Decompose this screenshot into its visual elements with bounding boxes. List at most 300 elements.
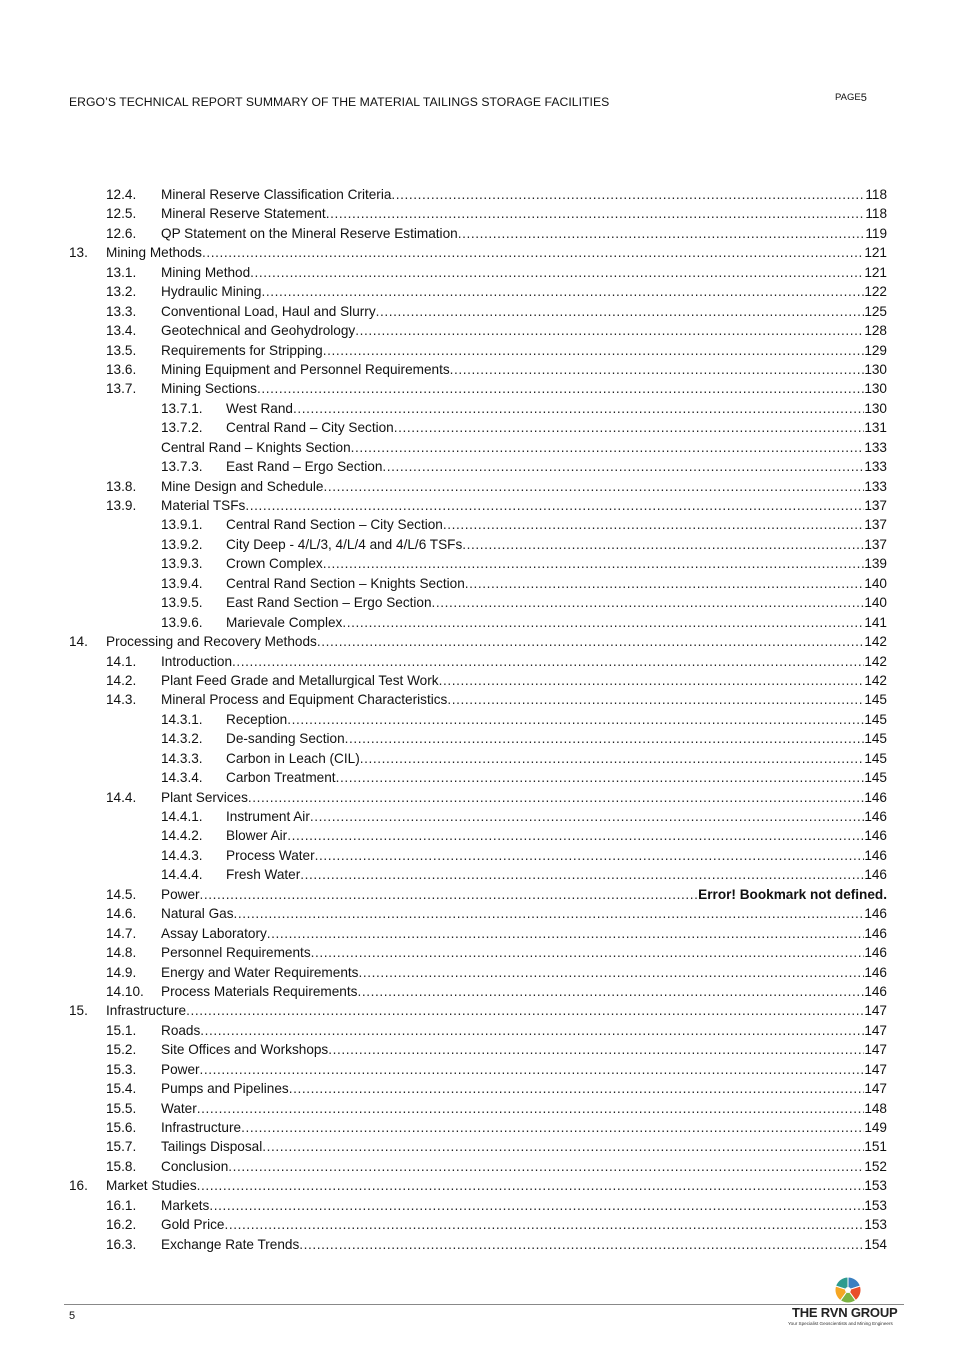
toc-entry-title: QP Statement on the Mineral Reserve Estimation (161, 225, 458, 241)
toc-leader-dots (241, 1118, 864, 1137)
toc-entry[interactable] (0, 1157, 965, 1176)
toc-leader-dots (458, 224, 866, 243)
toc-leader-dots (186, 1001, 864, 1020)
toc-entry-title: Water (161, 1100, 197, 1116)
toc-entry-page: 145 (864, 692, 887, 708)
toc-entry-line (161, 671, 887, 690)
toc-entry-title: Introduction (161, 653, 233, 669)
header-page-number: 5 (860, 92, 867, 104)
toc-entry-page: 130 (864, 400, 887, 416)
toc-entry-title: Instrument Air (226, 809, 310, 824)
toc-entry[interactable] (0, 1196, 965, 1215)
toc-entry-title: Mining Equipment and Personnel Requirements (161, 361, 450, 377)
toc-entry-number: 16.2. (106, 1217, 137, 1233)
toc-entry-number: 15.3. (106, 1061, 137, 1077)
toc-leader-dots (357, 982, 864, 1001)
toc-entry-line (106, 1176, 887, 1195)
toc-entry[interactable] (0, 729, 965, 748)
toc-entry-number: 14.4.2. (161, 828, 203, 844)
toc-entry-page: 147 (864, 1061, 887, 1077)
toc-entry-line (161, 1137, 887, 1156)
toc-entry-line (161, 302, 887, 321)
toc-entry-page: 146 (864, 867, 887, 883)
toc-entry-page: 147 (864, 1042, 887, 1058)
toc-entry-page: 146 (864, 945, 887, 961)
toc-entry-number: 14.4.3. (161, 847, 203, 863)
toc-entry-title: Natural Gas (161, 906, 234, 922)
toc-entry-number: 13.9.1. (161, 517, 203, 533)
toc-entry[interactable] (0, 963, 965, 982)
toc-entry-line (226, 865, 887, 884)
toc-entry[interactable] (0, 1215, 965, 1234)
toc-entry-title: Energy and Water Requirements (161, 964, 359, 980)
toc-leader-dots (342, 613, 864, 632)
toc-entry-page: 133 (864, 439, 887, 455)
toc-entry-line (161, 904, 887, 923)
toc-leader-dots (202, 243, 864, 262)
toc-entry-page: 146 (864, 847, 887, 863)
toc-entry-page: 145 (864, 731, 887, 747)
toc-entry-line (226, 457, 887, 476)
toc-entry-line (226, 399, 887, 418)
toc-entry-title: Pumps and Pipelines (161, 1081, 289, 1097)
toc-entry[interactable] (0, 185, 965, 204)
toc-entry[interactable] (0, 846, 965, 865)
toc-leader-dots (200, 885, 699, 904)
toc-entry-title: West Rand (226, 400, 293, 416)
toc-entry-line (161, 1118, 887, 1137)
toc-entry-page: 131 (864, 420, 887, 436)
logo-tagline: Your Specialist Geoscientists and Mining Engineers (788, 1321, 893, 1326)
toc-entry[interactable] (0, 341, 965, 360)
toc-entry[interactable] (0, 554, 965, 573)
toc-entry-page: 146 (864, 925, 887, 941)
toc-entry-title: Plant Feed Grade and Metallurgical Test Work (161, 672, 439, 688)
toc-entry-number: 16.1. (106, 1197, 137, 1213)
toc-entry[interactable] (0, 1176, 965, 1195)
toc-leader-dots (245, 496, 864, 515)
toc-entry-title: Blower Air (226, 828, 288, 844)
toc-entry-page: 119 (865, 225, 887, 241)
toc-entry-line (161, 1021, 887, 1040)
toc-entry-number: 13.9.5. (161, 595, 203, 611)
toc-entry-number: 14.3.1. (161, 711, 203, 727)
toc-entry-title: De-sanding Section (226, 731, 345, 747)
toc-entry-page: 153 (864, 1178, 887, 1194)
toc-leader-dots (358, 963, 864, 982)
toc-entry-line (226, 807, 887, 826)
toc-entry[interactable] (0, 1040, 965, 1059)
toc-entry-number: 13.3. (106, 303, 137, 319)
toc-entry[interactable] (0, 360, 965, 379)
toc-entry-line (161, 1079, 887, 1098)
toc-entry-line (161, 438, 887, 457)
toc-entry-page: 146 (864, 906, 887, 922)
header-page-label: PAGE (835, 92, 861, 103)
toc-entry-number: 16.3. (106, 1236, 137, 1252)
logo-text: THE RVN GROUP (792, 1305, 898, 1320)
toc-entry-line (161, 360, 887, 379)
toc-entry-line (161, 652, 887, 671)
toc-entry-line (161, 379, 887, 398)
report-title: ERGO’S TECHNICAL REPORT SUMMARY OF THE MATERIAL TAILINGS STORAGE FACILITIES (69, 95, 610, 109)
toc-entry[interactable] (0, 613, 965, 632)
toc-entry[interactable] (0, 438, 965, 457)
toc-entry-line (161, 924, 887, 943)
toc-leader-dots (197, 1176, 865, 1195)
toc-entry-title: Processing and Recovery Methods (106, 634, 317, 650)
toc-leader-dots (261, 282, 864, 301)
toc-entry-title: Crown Complex (226, 556, 323, 572)
toc-entry-title: Roads (161, 1022, 201, 1038)
toc-entry[interactable] (0, 224, 965, 243)
toc-entry[interactable] (0, 865, 965, 884)
toc-entry-number: 13.9.2. (161, 536, 203, 552)
toc-entry-title: Material TSFs (161, 498, 246, 513)
toc-entry-number: 14.3.3. (161, 750, 203, 766)
toc-leader-dots (447, 690, 864, 709)
toc-entry[interactable] (0, 243, 965, 262)
toc-leader-dots (262, 1137, 864, 1156)
toc-entry-page: 133 (864, 459, 887, 475)
toc-leader-dots (293, 399, 864, 418)
toc-entry-line (226, 593, 887, 612)
toc-entry[interactable] (0, 1235, 965, 1254)
toc-leader-dots (311, 943, 865, 962)
toc-entry-title: Infrastructure (161, 1120, 242, 1135)
toc-entry-title: Fresh Water (226, 867, 301, 883)
toc-entry[interactable] (0, 399, 965, 418)
toc-entry[interactable] (0, 904, 965, 923)
toc-entry[interactable] (0, 826, 965, 845)
toc-entry-number: 13.6. (106, 361, 137, 377)
toc-leader-dots (432, 593, 865, 612)
toc-leader-dots (232, 652, 864, 671)
toc-leader-dots (360, 749, 865, 768)
toc-entry-line (161, 477, 887, 496)
toc-entry-number: 15.8. (106, 1158, 137, 1174)
toc-leader-dots (315, 846, 865, 865)
toc-entry-number: 13.7.3. (161, 459, 203, 475)
toc-leader-dots (228, 1157, 864, 1176)
toc-leader-dots (394, 418, 865, 437)
toc-entry[interactable] (0, 418, 965, 437)
toc-entry-number: 15.4. (106, 1081, 137, 1097)
toc-entry-number: 13.4. (106, 323, 137, 339)
toc-entry-number: 14.3. (106, 692, 137, 708)
toc-entry-page: 122 (864, 284, 887, 300)
toc-entry-line (106, 632, 887, 651)
toc-entry-title: Carbon Treatment (226, 770, 336, 786)
toc-entry-number: 14.4. (106, 789, 137, 805)
toc-entry-line (161, 224, 887, 243)
toc-entry[interactable] (0, 379, 965, 398)
footer-page-number: 5 (69, 1310, 76, 1322)
toc-entry-page: 121 (864, 245, 887, 261)
toc-entry-page: 130 (864, 361, 887, 377)
toc-entry[interactable] (0, 477, 965, 496)
toc-entry[interactable] (0, 1060, 965, 1079)
toc-leader-dots (250, 263, 864, 282)
toc-entry-page: 141 (864, 614, 887, 630)
toc-entry-page: Error! Bookmark not defined. (698, 886, 887, 902)
toc-entry-number: 14.3.4. (161, 770, 203, 786)
toc-entry-page: 142 (864, 653, 887, 669)
toc-entry-line (161, 282, 887, 301)
toc-leader-dots (450, 360, 865, 379)
toc-entry[interactable] (0, 749, 965, 768)
toc-entry-number: 13.9.6. (161, 614, 203, 630)
toc-entry-page: 145 (864, 750, 887, 766)
toc-entry-number: 14.6. (106, 906, 137, 922)
toc-entry-title: Gold Price (161, 1217, 225, 1233)
toc-entry-page: 149 (864, 1120, 887, 1135)
toc-entry-line (161, 690, 887, 709)
toc-entry-line (161, 263, 887, 282)
toc-entry[interactable] (0, 671, 965, 690)
toc-entry-page: 140 (864, 595, 887, 611)
toc-entry-page: 147 (864, 1003, 887, 1019)
toc-entry[interactable] (0, 632, 965, 651)
toc-entry-title: Geotechnical and Geohydrology (161, 323, 356, 339)
toc-entry-title: Central Rand – City Section (226, 420, 394, 436)
toc-entry[interactable] (0, 1118, 965, 1137)
toc-entry[interactable] (0, 1137, 965, 1156)
toc-entry[interactable] (0, 1021, 965, 1040)
toc-entry-page: 151 (864, 1139, 887, 1155)
toc-entry-title: Requirements for Stripping (161, 342, 323, 358)
toc-leader-dots (376, 302, 865, 321)
toc-leader-dots (248, 788, 864, 807)
toc-leader-dots (382, 457, 864, 476)
toc-entry-title: East Rand Section – Ergo Section (226, 595, 432, 611)
toc-entry-title: Central Rand Section – City Section (226, 517, 443, 533)
toc-entry-title: Mineral Reserve Statement (161, 206, 326, 222)
toc-entry[interactable] (0, 710, 965, 729)
toc-entry-line (161, 1196, 887, 1215)
toc-entry-title: Exchange Rate Trends (161, 1236, 300, 1252)
toc-entry-page: 118 (865, 187, 887, 202)
toc-entry-line (226, 574, 887, 593)
toc-leader-dots (200, 1021, 864, 1040)
toc-entry-page: 148 (864, 1100, 887, 1116)
toc-entry-title: Mineral Reserve Classification Criteria (161, 187, 392, 202)
toc-entry[interactable] (0, 574, 965, 593)
toc-entry-page: 153 (864, 1197, 887, 1213)
toc-entry-title: East Rand – Ergo Section (226, 459, 383, 475)
toc-entry-number: 15.2. (106, 1042, 137, 1058)
toc-entry-line (226, 515, 887, 534)
toc-leader-dots (209, 1196, 864, 1215)
toc-entry-line (226, 613, 887, 632)
toc-entry-line (161, 341, 887, 360)
toc-entry-number: 12.5. (106, 206, 137, 222)
toc-entry-line (161, 1157, 887, 1176)
toc-entry-title: Plant Services (161, 789, 248, 805)
toc-entry-page: 137 (864, 517, 887, 533)
toc-leader-dots (328, 1040, 864, 1059)
toc-entry-page: 129 (864, 342, 887, 358)
toc-entry-page: 137 (864, 498, 887, 513)
toc-entry-page: 140 (864, 575, 887, 591)
toc-entry-line (226, 846, 887, 865)
toc-entry-title: Site Offices and Workshops (161, 1042, 329, 1058)
toc-leader-dots (326, 204, 866, 223)
toc-entry[interactable] (0, 924, 965, 943)
toc-entry[interactable] (0, 807, 965, 826)
toc-entry[interactable] (0, 321, 965, 340)
toc-entry-line (161, 204, 887, 223)
toc-entry-title: Power (161, 1061, 200, 1077)
toc-entry-line (226, 729, 887, 748)
toc-entry-title: Mining Sections (161, 381, 257, 397)
toc-entry[interactable] (0, 496, 965, 515)
toc-entry-title: Mineral Process and Equipment Characteristics (161, 692, 448, 708)
toc-entry[interactable] (0, 1099, 965, 1118)
header-page-indicator (835, 92, 867, 104)
toc-entry-line (226, 554, 887, 573)
toc-leader-dots (317, 632, 865, 651)
toc-leader-dots (462, 535, 864, 554)
toc-entry-title: Marievale Complex (226, 614, 343, 630)
toc-entry-page: 145 (864, 770, 887, 786)
toc-entry-number: 13.9.3. (161, 556, 203, 572)
toc-entry-number: 13.9. (106, 498, 137, 513)
toc-entry-title: Assay Laboratory (161, 925, 267, 941)
toc-entry[interactable] (0, 515, 965, 534)
toc-entry[interactable] (0, 690, 965, 709)
toc-entry-title: Mining Method (161, 264, 251, 280)
toc-entry-line (226, 418, 887, 437)
toc-entry-number: 16. (69, 1178, 88, 1194)
toc-leader-dots (197, 1099, 865, 1118)
toc-entry-line (161, 321, 887, 340)
toc-entry-number: 15.5. (106, 1100, 137, 1116)
toc-leader-dots (351, 438, 865, 457)
toc-entry-number: 13.7.2. (161, 420, 203, 436)
toc-entry-page: 118 (865, 206, 887, 222)
toc-entry-page: 133 (864, 478, 887, 494)
toc-entry[interactable] (0, 788, 965, 807)
toc-entry[interactable] (0, 282, 965, 301)
toc-entry-number: 15.7. (106, 1139, 137, 1155)
toc-entry-title: Central Rand Section – Knights Section (226, 575, 465, 591)
toc-leader-dots (287, 826, 864, 845)
toc-entry[interactable] (0, 204, 965, 223)
toc-entry-number: 13.5. (106, 342, 137, 358)
toc-entry-line (161, 1215, 887, 1234)
toc-entry-page: 128 (864, 323, 887, 339)
toc-entry-number: 14.8. (106, 945, 137, 961)
logo-center (845, 1287, 851, 1293)
toc-entry[interactable] (0, 535, 965, 554)
toc-leader-dots (257, 379, 864, 398)
toc-entry-line (226, 710, 887, 729)
toc-leader-dots (336, 768, 865, 787)
toc-entry[interactable] (0, 982, 965, 1001)
toc-entry-title: City Deep - 4/L/3, 4/L/4 and 4/L/6 TSFs (226, 536, 463, 552)
toc-entry[interactable] (0, 1001, 965, 1020)
toc-entry-title: Infrastructure (106, 1003, 187, 1019)
toc-entry-title: Carbon in Leach (CIL) (226, 750, 360, 766)
toc-entry-page: 154 (864, 1236, 887, 1252)
toc-leader-dots (345, 729, 865, 748)
toc-entry[interactable] (0, 302, 965, 321)
toc-entry-number: 13.7. (106, 381, 137, 397)
toc-entry-line (106, 243, 887, 262)
toc-entry-number: 13.7.1. (161, 400, 203, 416)
toc-entry-title: Conventional Load, Haul and Slurry (161, 303, 376, 319)
toc-entry[interactable] (0, 943, 965, 962)
toc-entry-number: 14.7. (106, 925, 137, 941)
toc-entry-number: 13.9.4. (161, 575, 203, 591)
toc-entry-title: Market Studies (106, 1178, 197, 1194)
toc-entry-line (161, 963, 887, 982)
toc-entry-line (161, 885, 887, 904)
toc-entry[interactable] (0, 263, 965, 282)
toc-entry-number: 14.4.1. (161, 809, 203, 824)
toc-entry-line (106, 1001, 887, 1020)
toc-entry[interactable] (0, 593, 965, 612)
toc-entry[interactable] (0, 768, 965, 787)
toc-entry-title: Process Materials Requirements (161, 983, 358, 999)
toc-leader-dots (267, 924, 865, 943)
toc-entry-number: 15.6. (106, 1120, 137, 1135)
toc-leader-dots (323, 554, 865, 573)
toc-leader-dots (355, 321, 864, 340)
toc-entry-number: 12.4. (106, 187, 137, 202)
table-of-contents (0, 185, 965, 1254)
toc-entry-line (161, 1099, 887, 1118)
toc-entry-line (161, 982, 887, 1001)
toc-entry-page: 146 (864, 809, 887, 824)
toc-entry-line (161, 943, 887, 962)
toc-entry-title: Personnel Requirements (161, 945, 311, 961)
toc-entry[interactable] (0, 457, 965, 476)
toc-entry-number: 13. (69, 245, 88, 261)
toc-entry-number: 14.3.2. (161, 731, 203, 747)
toc-entry-title: Reception (226, 711, 288, 727)
toc-entry-title: Mining Methods (106, 245, 202, 261)
toc-leader-dots (391, 185, 865, 204)
toc-entry-line (161, 788, 887, 807)
toc-leader-dots (299, 1235, 864, 1254)
toc-entry-page: 146 (864, 983, 887, 999)
toc-entry-page: 147 (864, 1022, 887, 1038)
toc-entry-page: 130 (864, 381, 887, 397)
toc-entry-line (161, 185, 887, 204)
toc-entry[interactable] (0, 885, 965, 904)
toc-entry-page: 121 (864, 264, 887, 280)
toc-entry[interactable] (0, 1079, 965, 1098)
toc-entry-number: 15. (69, 1003, 88, 1019)
toc-leader-dots (465, 574, 865, 593)
toc-entry-number: 14.2. (106, 672, 137, 688)
toc-entry-page: 145 (864, 711, 887, 727)
toc-entry[interactable] (0, 652, 965, 671)
toc-leader-dots (323, 477, 864, 496)
toc-entry-page: 139 (864, 556, 887, 572)
toc-entry-page: 142 (864, 634, 887, 650)
toc-entry-page: 152 (864, 1158, 887, 1174)
toc-entry-line (226, 826, 887, 845)
toc-leader-dots (443, 515, 864, 534)
toc-leader-dots (224, 1215, 864, 1234)
toc-entry-number: 14. (69, 634, 88, 650)
toc-entry-page: 153 (864, 1217, 887, 1233)
toc-entry-title: Tailings Disposal (161, 1139, 263, 1155)
toc-entry-line (161, 1060, 887, 1079)
